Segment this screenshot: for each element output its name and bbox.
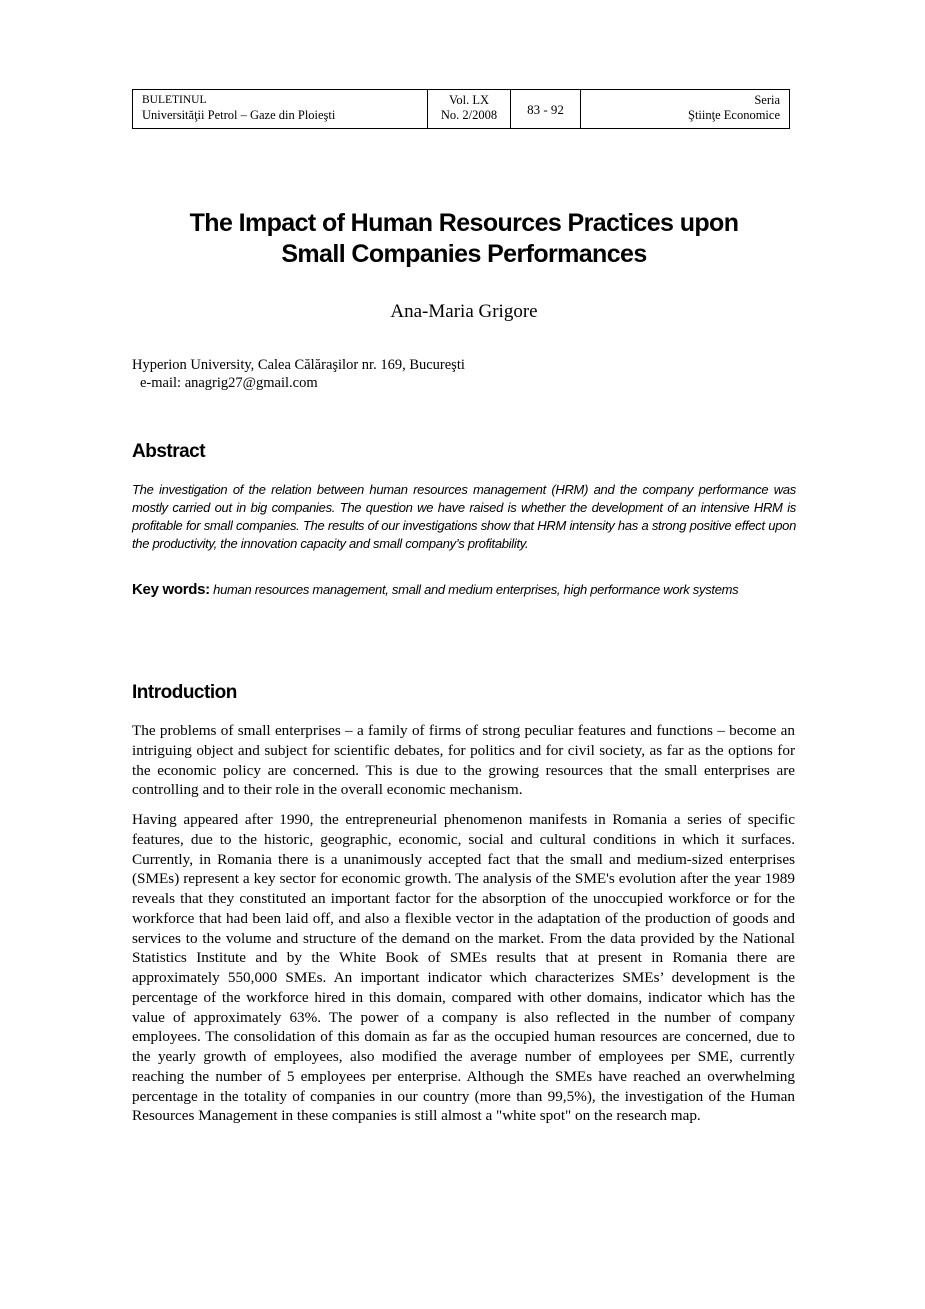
intro-paragraph-2: Having appeared after 1990, the entrepreneurial phenomenon manifests in Romania a series of specific features, due to the historic, geographic, economic, social and cultural conditions in which it surfaces. Currently, in Romania there is a unanimously accepted fact that the small and medium-sized enterprises (SMEs) represent a key sector for economic growth. The analysis of the SME's evolution after the year 1989 reveals that they constituted an important factor for the absorption of the unoccupied workforce or for the workforce that had been laid off, and also a flexible vector in the adaptation of the production of goods and services to the volume and structure of the demand on the market. From the data provided by the National Statistics Institute and by the White Book of SMEs results that at present in Romania there are approximately 550,000 SMEs. An important indicator which characterizes SMEs’ development is the percentage of the workforce hired in this domain, compared with other domains, indicator which has the value of approximately 63%. The power of a company is also reflected in the number of company employees. The consolidation of this domain as far as the occupied human resources are concerned, due to the yearly growth of employees, also modified the average number of employees per SME, currently reaching the number of 5 employees per enterprise. Although the SMEs have reached an overwhelming percentage in the totality of companies in our country (more than 99,5%), the investigation of the Human Resources Management in these companies is still almost a "white spot" on the research map.	[132, 811, 795, 1125]
author-email: e-mail: anagrig27@gmail.com	[140, 375, 318, 391]
journal-line1: BULETINUL	[142, 94, 207, 106]
affiliation-block	[132, 356, 796, 392]
series-line2: Ştiinţe Economice	[688, 108, 780, 122]
intro-paragraph-1: The problems of small enterprises – a family of firms of strong peculiar features and functions – become an intriguing object and subject for scientific debates, for politics and for civil society, as far as the options for the economic policy are concerned. This is due to the growing resources that the small enterprises are controlling and to their role in the overall economic mechanism.	[132, 722, 795, 799]
affiliation: Hyperion University, Calea Călăraşilor nr. 169, Bucureşti	[132, 357, 465, 373]
pages-cell	[511, 90, 581, 128]
volume: Vol. LX	[448, 93, 490, 107]
author-name: Ana-Maria Grigore	[390, 301, 538, 322]
title-line1: The Impact of Human Resources Practices upon	[189, 209, 739, 237]
issue-number: No. 2/2008	[440, 108, 498, 122]
journal-name-cell	[133, 90, 428, 128]
paper-title	[132, 208, 796, 270]
keywords	[132, 581, 796, 599]
volume-cell	[428, 90, 511, 128]
series-line1: Seria	[754, 93, 780, 107]
series-cell	[581, 90, 789, 128]
keywords-label: Key words:	[132, 581, 210, 598]
journal-line2: Universităţii Petrol – Gaze din Ploieşti	[142, 108, 336, 122]
page-range: 83 - 92	[527, 101, 564, 117]
abstract-text: The investigation of the relation between human resources management (HRM) and the company performance was mostly carried out in big companies. The question we have raised is whether the development of an intensive HRM is profitable for small companies. The results of our investigations show that HRM intensity has a strong positive effect upon the productivity, the innovation capacity and small company’s profitability.	[132, 482, 796, 551]
abstract-heading: Abstract	[132, 441, 206, 462]
keywords-text: human resources management, small and medium enterprises, high performance work systems	[213, 582, 739, 597]
journal-header-table	[132, 89, 790, 129]
introduction-heading: Introduction	[132, 682, 237, 703]
title-line2: Small Companies Performances	[281, 240, 647, 268]
